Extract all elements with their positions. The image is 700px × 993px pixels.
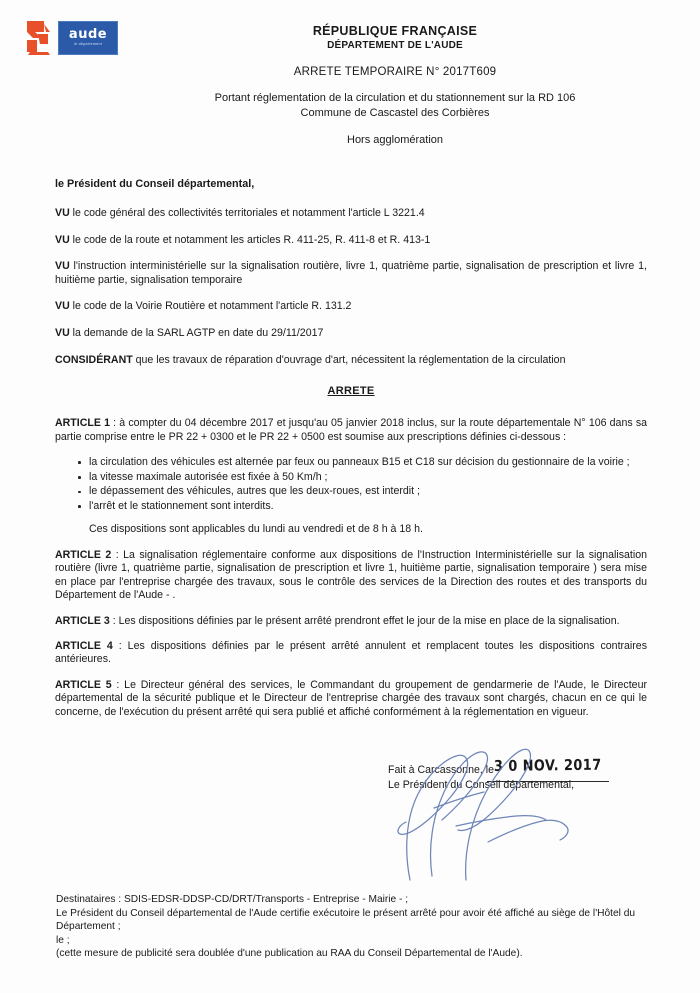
arrete-number: ARRETE TEMPORAIRE N° 2017T609 [293, 66, 497, 78]
article-text: : Les dispositions définies par le présent arrêté annulent et remplacent toutes les dispositions contraires antérieures. [55, 639, 647, 666]
article-text: : Le Directeur général des services, le Commandant du groupement de gendarmerie de l'Aude, le Directeur départemental de la sécurité publique et le Directeur de l'entreprise chargée des travaux sont chargés, chacun en ce qui le concerne, de l'exécution du présent arrêté qui sera publié et affiché conformément à la réglementation en vigueur. [55, 678, 647, 718]
clause-text: le code de la Voirie Routière et notamment l'article R. 131.2 [69, 300, 352, 313]
article-text: : à compter du 04 décembre 2017 et jusqu'au 05 janvier 2018 inclus, sur la route départementale N° 106 dans sa partie comprise entre le PR 22 + 0300 et le PR 22 + 0500 est soumise aux prescriptions définies ci-dessous : [55, 417, 648, 443]
clause-text: le code général des collectivités territoriales et notamment l'article L 3221.4 [69, 207, 425, 219]
clause-label: VU [55, 233, 70, 246]
preamble-lead: le Président du Conseil départemental, [55, 178, 255, 190]
clause-text: l'instruction interministérielle sur la signalisation routière, livre 1, quatrième partie, signalisation de prescription et livre 1, huitième partie, signalisation temporaire [55, 260, 647, 286]
list-item: l'arrêt et le stationnement sont interdits. [89, 500, 647, 514]
clause-text: que les travaux de réparation d'ouvrage d'art, nécessitent la réglementation de la circulation [132, 353, 566, 366]
article-text: : La signalisation réglementaire conforme aux dispositions de l'Instruction Interministérielle sur la signalisation routière (livre 1, quatrième partie, signalisation de prescription et livre 1, huitième partie, signalisation temporaire ) sera mise en place par l'entreprise chargée des travaux, sous le contrôle des services de la Direction des routes et des transports du Département de l'Aude - . [55, 548, 648, 602]
clause-text: la demande de la SARL AGTP en date du 29/11/2017 [69, 326, 324, 339]
footer-line: (cette mesure de publicité sera doublée d'une publication au RAA du Conseil Départemental de l'Aude). [56, 948, 523, 960]
clause-vu-2 [55, 234, 647, 248]
aude-logo-box [58, 21, 118, 55]
location-note: Hors agglomération [347, 134, 443, 146]
list-item: le dépassement des véhicules, autres que les deux-roues, est interdit ; [89, 485, 647, 499]
prescriptions-list [55, 456, 647, 513]
page-title-republic: RÉPUBLIQUE FRANÇAISE [312, 24, 478, 38]
prescriptions-note: Ces dispositions sont applicables du lundi au vendredi et de 8 h à 18 h. [89, 523, 423, 536]
signature-block [0, 735, 700, 890]
clause-text: le code de la route et notamment les articles R. 411-25, R. 411-8 et R. 413-1 [69, 233, 431, 246]
article-text: : Les dispositions définies par le présent arrêté prendront effet le jour de la mise en place de la signalisation. [109, 614, 620, 627]
footer-recipients [56, 893, 656, 961]
article-label: ARTICLE 5 [55, 678, 112, 691]
clause-label: VU [55, 260, 70, 273]
clause-vu-1 [55, 207, 647, 221]
aude-department-logo [24, 18, 116, 58]
signature-title-line: Le Président du Conseil départemental, [388, 779, 575, 791]
signature-place-line: Fait à Carcassonne, le [388, 764, 494, 776]
subject-line-2: Commune de Cascastel des Corbières [300, 107, 490, 119]
aude-logo-tagline-text: le département [73, 42, 103, 46]
article-label: ARTICLE 3 [55, 614, 110, 627]
list-item: la vitesse maximale autorisée est fixée à 50 Km/h ; [89, 471, 647, 485]
subject-line-1: Portant réglementation de la circulation et du stationnement sur la RD 106 [214, 92, 576, 104]
article-5 [55, 679, 647, 719]
article-2 [55, 549, 647, 603]
article-label: ARTICLE 4 [55, 639, 113, 652]
clause-label: VU [55, 207, 70, 219]
handwritten-signature [370, 730, 600, 890]
decree-heading: ARRETE [327, 385, 375, 398]
date-stamp: 3 0 NOV. 2017 [493, 755, 602, 775]
aude-logo-mark-icon [24, 18, 60, 58]
clause-considerant [55, 354, 647, 368]
clause-label: VU [55, 300, 70, 313]
article-1 [55, 417, 647, 444]
list-item: la circulation des véhicules est alternée par feux ou panneaux B15 et C18 sur décision du gestionnaire de la voirie ; [89, 456, 647, 470]
clause-label: CONSIDÉRANT [55, 353, 133, 366]
clause-vu-3 [55, 260, 647, 287]
page-subtitle-department: DÉPARTEMENT DE L'AUDE [327, 40, 463, 51]
clause-vu-5 [55, 327, 647, 341]
footer-line: Le Président du Conseil départemental de l'Aude certifie exécutoire le présent arrêté pour avoir été affiché au siège de l'Hôtel du Département ; [56, 907, 636, 933]
clause-label: VU [55, 326, 70, 339]
article-label: ARTICLE 2 [55, 548, 112, 561]
aude-logo-brand-text: aude [68, 27, 108, 42]
clause-vu-4 [55, 300, 647, 314]
footer-line: Destinataires : SDIS-EDSR-DDSP-CD/DRT/Transports - Entreprise - Mairie - ; [56, 894, 409, 905]
article-label: ARTICLE 1 [55, 417, 110, 430]
article-4 [55, 640, 647, 667]
document-body [55, 178, 647, 731]
article-3 [55, 615, 647, 628]
footer-line: le ; [56, 934, 70, 946]
